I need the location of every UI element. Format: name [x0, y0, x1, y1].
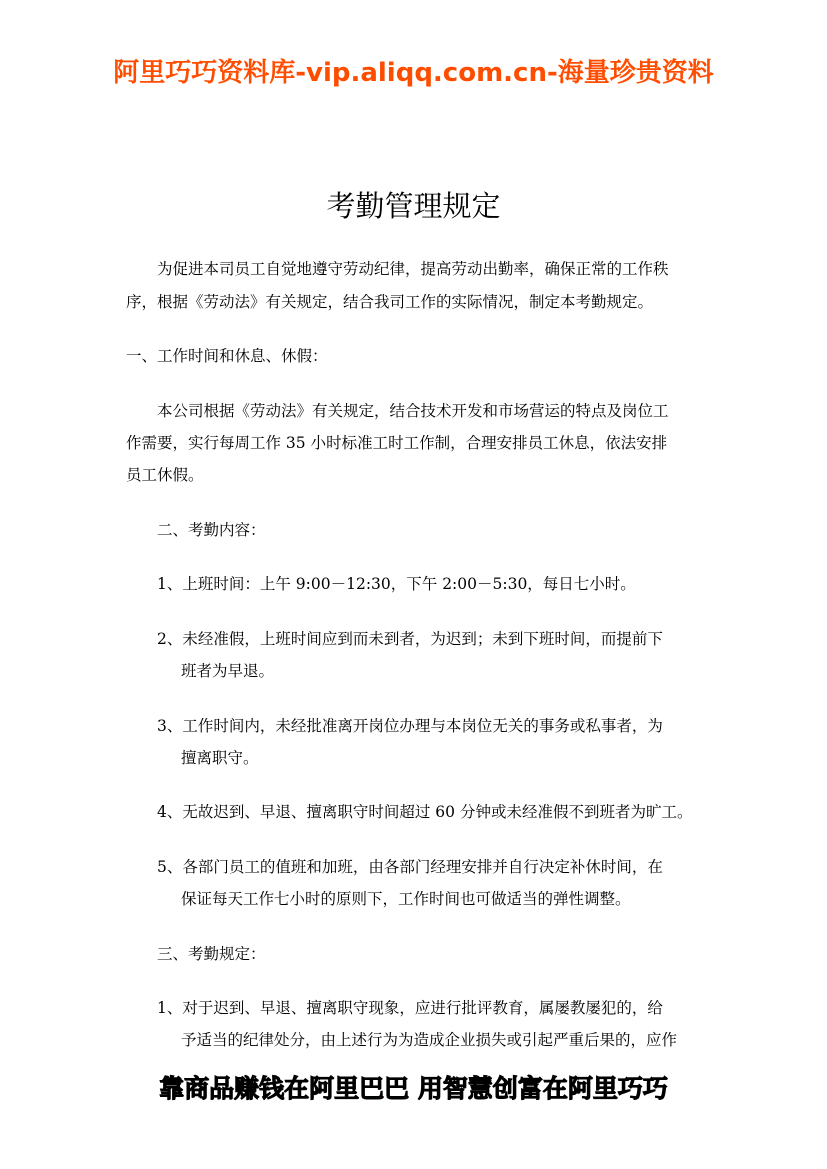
list-item-line: 保证每天工作七小时的原则下，工作时间也可做适当的弹性调整。 — [181, 890, 631, 908]
section-heading: 三、考勤规定： — [157, 945, 266, 963]
intro-line: 为促进本司员工自觉地遵守劳动纪律，提高劳动出勤率，确保正常的工作秩 — [157, 260, 669, 278]
list-item-line: 2、未经准假，上班时间应到而未到者，为迟到；未到下班时间，而提前下 — [157, 630, 663, 648]
intro-line: 序，根据《劳动法》有关规定，结合我司工作的实际情况，制定本考勤规定。 — [126, 293, 654, 311]
list-item-line: 3、工作时间内，未经批准离开岗位办理与本岗位无关的事务或私事者，为 — [157, 717, 663, 735]
section-heading: 一、工作时间和休息、休假： — [126, 347, 328, 365]
list-item-line: 擅离职守。 — [181, 749, 259, 767]
list-item-line: 4、无故迟到、早退、擅离职守时间超过 60 分钟或未经准假不到班者为旷工。 — [157, 803, 693, 821]
paragraph-line: 作需要，实行每周工作 35 小时标准工时工作制，合理安排员工休息，依法安排 — [126, 434, 668, 452]
header-banner[interactable]: 阿里巧巧资料库-vip.aliqq.com.cn-海量珍贵资料 — [113, 58, 714, 88]
list-item-line: 5、各部门员工的值班和加班，由各部门经理安排并自行决定补休时间，在 — [157, 858, 663, 876]
paragraph-line: 员工休假。 — [126, 466, 204, 484]
document-title: 考勤管理规定 — [326, 189, 501, 223]
list-item-line: 1、对于迟到、早退、擅离职守现象，应进行批评教育，属屡教屡犯的，给 — [157, 999, 663, 1017]
footer-banner[interactable]: 靠商品赚钱在阿里巴巴 用智慧创富在阿里巧巧 — [159, 1074, 668, 1103]
list-item-line: 班者为早退。 — [181, 662, 275, 680]
list-item-line: 1、上班时间：上午 9:00－12:30，下午 2:00－5:30，每日七小时。 — [157, 575, 636, 593]
paragraph-line: 本公司根据《劳动法》有关规定，结合技术开发和市场营运的特点及岗位工 — [157, 402, 669, 420]
section-heading: 二、考勤内容： — [157, 521, 266, 539]
list-item-line: 予适当的纪律处分，由上述行为为造成企业损失或引起严重后果的，应作 — [181, 1031, 678, 1049]
